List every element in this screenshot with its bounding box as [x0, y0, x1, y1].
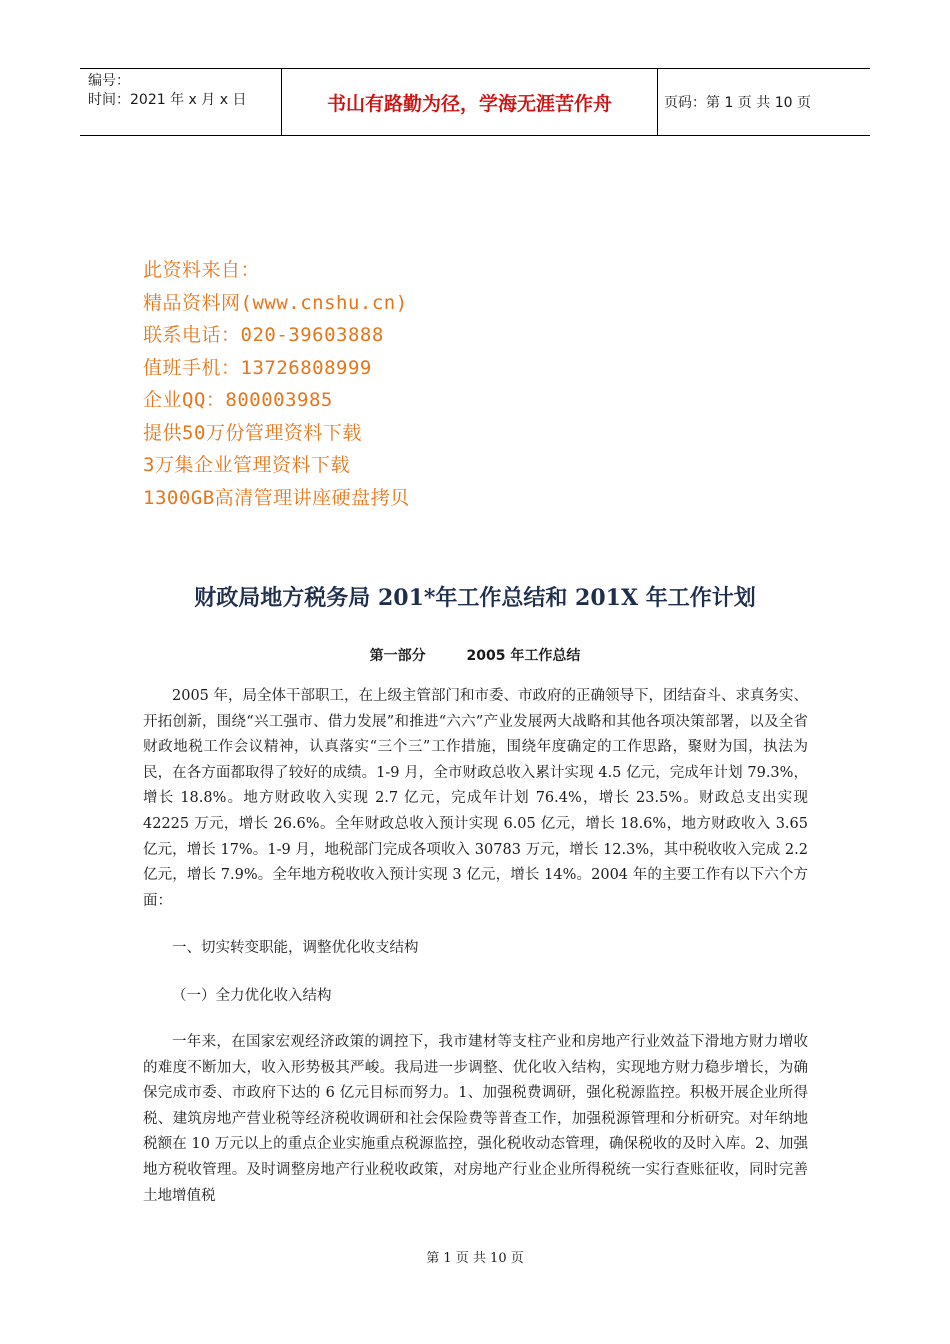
serial-label: 编号： — [88, 73, 130, 89]
promo-line: 提供50万份管理资料下载 — [143, 421, 362, 444]
body-paragraph-2: 一年来，在国家宏观经济政策的调控下，我市建材等支柱产业和房地产行业效益下滑地方财力增收的难度不断加大，收入形势极其严峻。我局进一步调整、优化收入结构，实现地方财力稳步增长，为确保完成市委、市政府下达的 6 亿元目标而努力。1、加强税费调研，强化税源监控。积极开展企业所得税、建筑房地产营业税等经济税收调研和社会保险费等普查工作，加强税源管理和分析研究。对年纳地税额在 10 万元以上的重点企业实施重点税源监控，强化税收动态管理，确保税收的及时入库。2、加强地方税收管理。及时调整房地产行业税收政策，对房地产行业企业所得税统一实行查账征收，同时完善土地增值税 — [143, 1034, 808, 1204]
header-page-info: 页码：第 1 页 共 10 页 — [664, 95, 811, 111]
promo-line: 1300GB高清管理讲座硬盘拷贝 — [143, 486, 410, 509]
promo-block — [143, 254, 410, 514]
promo-line: 值班手机：13726808999 — [143, 356, 372, 379]
promo-line: 企业QQ：800003985 — [143, 389, 333, 411]
section-name: 2005 年工作总结 — [466, 648, 581, 664]
heading-1: 一、切实转变职能，调整优化收支结构 — [172, 940, 419, 956]
date-label: 时间：2021 年 x 月 x 日 — [88, 92, 247, 108]
document-title: 财政局地方税务局 201*年工作总结和 201X 年工作计划 — [194, 585, 756, 611]
section-part: 第一部分 — [369, 648, 426, 664]
heading-2: （一）全力优化收入结构 — [172, 988, 332, 1004]
promo-line: 此资料来自： — [143, 259, 261, 281]
page-header — [80, 68, 870, 136]
promo-line: 精品资料网(www.cnshu.cn) — [143, 291, 408, 314]
header-meta — [80, 69, 282, 135]
promo-line: 联系电话：020-39603888 — [143, 324, 384, 346]
page-footer: 第 1 页 共 10 页 — [426, 1251, 524, 1266]
header-motto: 书山有路勤为径，学海无涯苦作舟 — [282, 69, 658, 135]
body-paragraph-1: 2005 年，局全体干部职工，在上级主管部门和市委、市政府的正确领导下，团结奋斗、求真务实、开拓创新，围绕“兴工强市、借力发展”和推进“六六”产业发展两大战略和其他各项决策部署，以及全省财政地税工作会议精神，认真落实“三个三”工作措施，围绕年度确定的工作思路，聚财为国，执法为民，在各方面都取得了较好的成绩。1-9 月，全市财政总收入累计实现 4.5 亿元，完成年计划 79.3%，增长 18.8%。地方财政收入实现 2.7 亿元，完成年计划 76.4%，增长 23.5%。财政总支出实现 42225 万元，增长 26.6%。全年财政总收入预计实现 6.05 亿元，增长 18.6%，地方财政收入 3.65 亿元，增长 17%。1-9 月，地税部门完成各项收入 30783 万元，增长 12.3%，其中税收收入完成 2.2 亿元，增长 7.9%。全年地方税收收入预计实现 3 亿元，增长 14%。2004 年的主要工作有以下六个方面： — [143, 688, 809, 909]
section-heading — [0, 645, 950, 665]
promo-line: 3万集企业管理资料下载 — [143, 454, 350, 476]
